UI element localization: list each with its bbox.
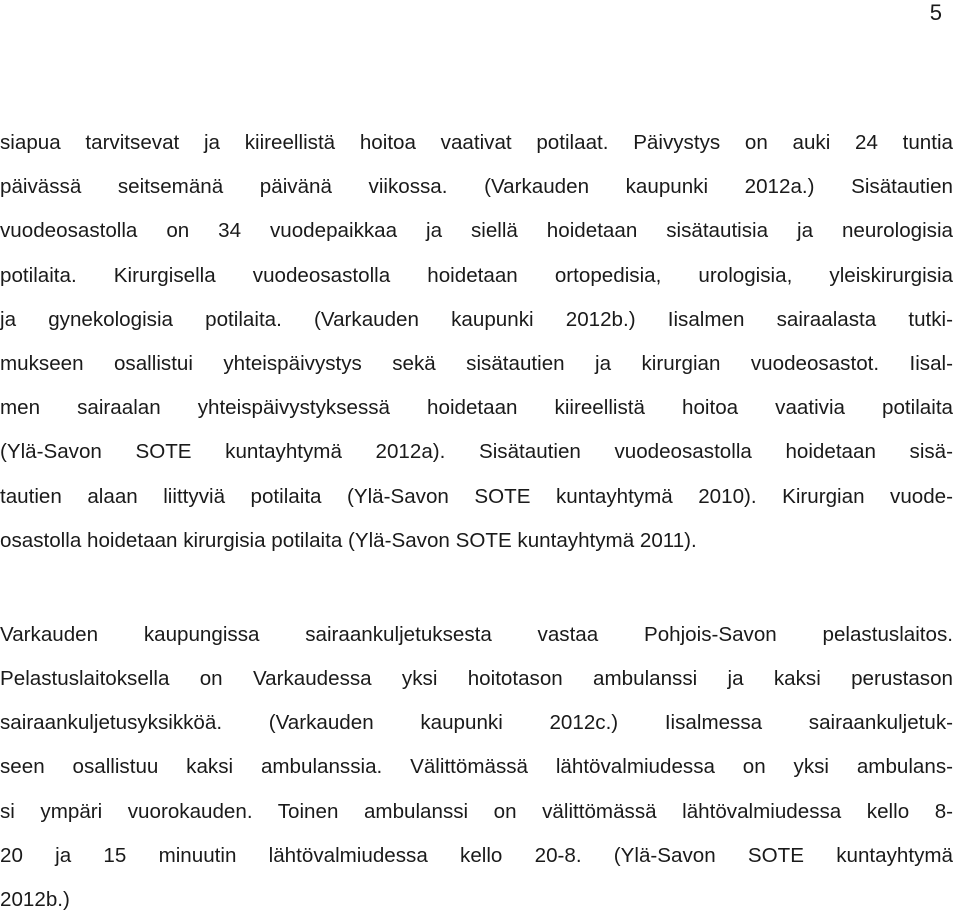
text-line: 2012b.) — [0, 888, 70, 911]
text-line: sairaankuljetusyksikköä. (Varkauden kaupunki 2012c.) Iisalmessa sairaankuljetuk- — [0, 711, 953, 735]
text-line: osastolla hoidetaan kirurgisia potilaita (Ylä-Savon SOTE kuntayhtymä 2011). — [0, 528, 697, 552]
text-line: seen osallistuu kaksi ambulanssia. Välittömässä lähtövalmiudessa on yksi ambulans- — [0, 755, 953, 779]
text-line: tautien alaan liittyviä potilaita (Ylä-Savon SOTE kuntayhtymä 2010). Kirurgian vuode- — [0, 484, 953, 508]
text-line: vuodeosastolla on 34 vuodepaikkaa ja siellä hoidetaan sisätautisia ja neurologisia — [0, 219, 953, 243]
text-line: siapua tarvitsevat ja kiireellistä hoitoa vaativat potilaat. Päivystys on auki 24 tuntia — [0, 131, 953, 154]
text-line: 20 ja 15 minuutin lähtövalmiudessa kello 20-8. (Ylä-Savon SOTE kuntayhtymä — [0, 843, 953, 867]
text-line: si ympäri vuorokauden. Toinen ambulanssi on välittömässä lähtövalmiudessa kello 8- — [0, 799, 953, 823]
text-line: men sairaalan yhteispäivystyksessä hoidetaan kiireellistä hoitoa vaativia potilaita — [0, 396, 953, 420]
text-line: päivässä seitsemänä päivänä viikossa. (Varkauden kaupunki 2012a.) Sisätautien — [0, 175, 953, 199]
text-line: Varkauden kaupungissa sairaankuljetuksesta vastaa Pohjois-Savon pelastuslaitos. — [0, 622, 953, 646]
text-line: potilaita. Kirurgisella vuodeosastolla hoidetaan ortopedisia, urologisia, yleiskirurgisia — [0, 263, 953, 287]
text-line: Pelastuslaitoksella on Varkaudessa yksi hoitotason ambulanssi ja kaksi perustason — [0, 667, 953, 691]
paragraph-spacer — [0, 563, 953, 613]
document-body — [0, 121, 953, 922]
text-line: mukseen osallistui yhteispäivystys sekä sisätautien ja kirurgian vuodeosastot. Iisal- — [0, 351, 953, 375]
text-line: (Ylä-Savon SOTE kuntayhtymä 2012a). Sisätautien vuodeosastolla hoidetaan sisä- — [0, 440, 953, 464]
text-line: ja gynekologisia potilaita. (Varkauden kaupunki 2012b.) Iisalmen sairaalasta tutki- — [0, 307, 953, 331]
paragraph — [0, 613, 953, 922]
page-number: 5 — [929, 0, 942, 25]
paragraph — [0, 121, 953, 563]
